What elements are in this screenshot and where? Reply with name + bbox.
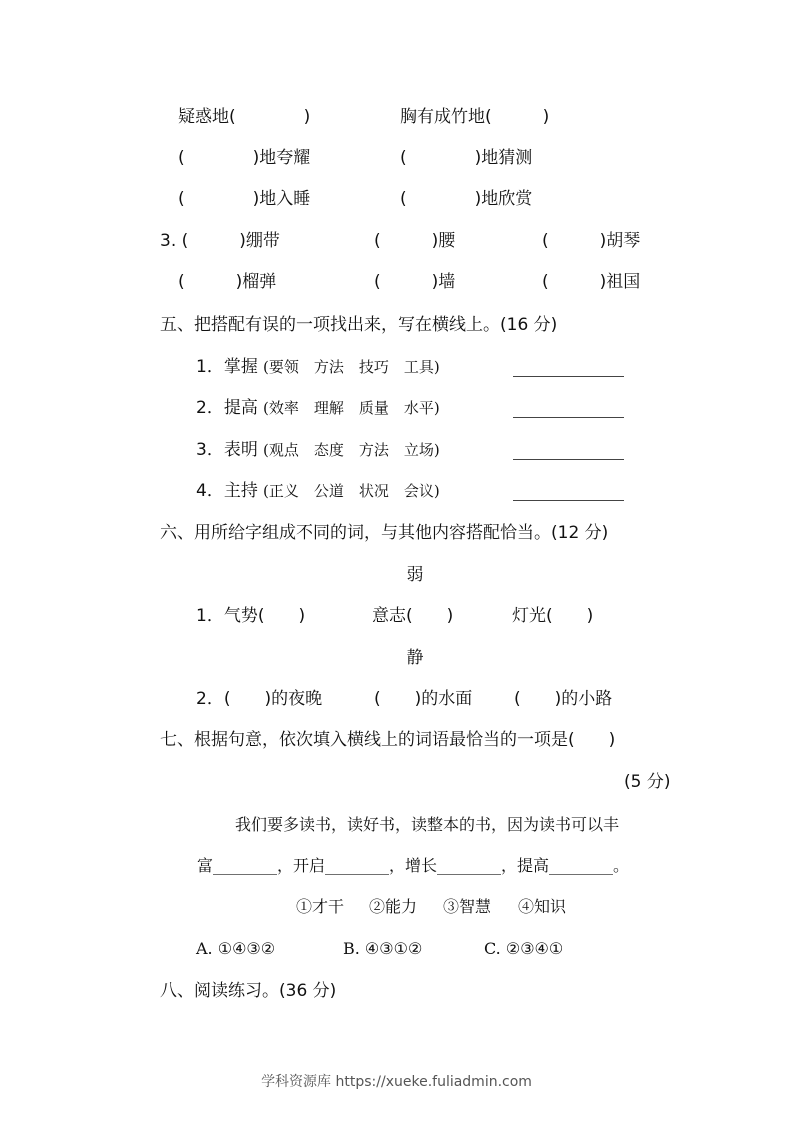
answer-blank[interactable] xyxy=(513,459,624,460)
answer-blank[interactable] xyxy=(513,417,624,418)
s6-line2-item: ( )的小路 xyxy=(514,689,613,709)
q3-item-5: ( )墙 xyxy=(374,272,456,292)
q2-item-1: 疑惑地( ) xyxy=(178,107,311,127)
given-char-2: 静 xyxy=(406,648,424,668)
s5-item-label: 4．主持 xyxy=(196,481,258,501)
section7-score: (5 分) xyxy=(624,772,671,792)
s7-option-b[interactable]: B. ④③①② xyxy=(343,939,423,958)
s5-item-options: (要领 方法 技巧 工具) xyxy=(263,358,440,376)
s7-sentence-line2: 富________，开启________，增长________，提高________。 xyxy=(197,856,630,875)
given-char-1: 弱 xyxy=(406,565,424,585)
s5-item-options: (正义 公道 状况 会议) xyxy=(263,482,440,500)
q2-item-6: ( )地欣赏 xyxy=(400,189,533,209)
q2-item-4: ( )地猜测 xyxy=(400,148,533,168)
s6-line2-item: 2．( )的夜晚 xyxy=(196,689,323,709)
s7-option-a[interactable]: A. ①④③② xyxy=(196,939,276,958)
s5-item-options: (效率 理解 质量 水平) xyxy=(263,399,440,417)
section5-heading: 五、把搭配有误的一项找出来，写在横线上。(16 分) xyxy=(160,315,558,335)
s7-choice: ②能力 xyxy=(369,897,418,916)
s6-line2-item: ( )的水面 xyxy=(374,689,473,709)
s6-line1-item: 灯光( ) xyxy=(512,606,594,626)
answer-blank[interactable] xyxy=(513,500,624,501)
s7-sentence-line1: 我们要多读书，读好书，读整本的书，因为读书可以丰 xyxy=(235,815,620,834)
answer-blank[interactable] xyxy=(513,376,624,377)
q3-item-1: 3. ( )绷带 xyxy=(160,231,280,251)
section6-heading: 六、用所给字组成不同的词，与其他内容搭配恰当。(12 分) xyxy=(160,523,609,543)
s5-item-options: (观点 态度 方法 立场) xyxy=(263,441,440,459)
q3-item-3: ( )胡琴 xyxy=(542,231,641,251)
s6-line1-item: 意志( ) xyxy=(372,606,454,626)
s7-option-c[interactable]: C. ②③④① xyxy=(484,939,564,958)
q3-item-6: ( )祖国 xyxy=(542,272,641,292)
s6-line1-item: 1．气势( ) xyxy=(196,606,306,626)
q3-item-2: ( )腰 xyxy=(374,231,456,251)
q2-item-3: ( )地夸耀 xyxy=(178,148,311,168)
q2-item-5: ( )地入睡 xyxy=(178,189,311,209)
s5-item-label: 2．提高 xyxy=(196,398,258,418)
s7-choice: ④知识 xyxy=(518,897,567,916)
s5-item-label: 1．掌握 xyxy=(196,357,258,377)
s5-item-label: 3．表明 xyxy=(196,440,258,460)
section8-heading: 八、阅读练习。(36 分) xyxy=(160,981,337,1001)
q3-item-4: ( )榴弹 xyxy=(178,272,277,292)
section7-heading: 七、根据句意，依次填入横线上的词语最恰当的一项是( ) xyxy=(160,730,616,750)
s7-choice: ①才干 xyxy=(296,897,345,916)
s7-choice: ③智慧 xyxy=(443,897,492,916)
q2-item-2: 胸有成竹地( ) xyxy=(400,107,550,127)
footer-watermark: 学科资源库 https://xueke.fuliadmin.com xyxy=(261,1074,532,1090)
